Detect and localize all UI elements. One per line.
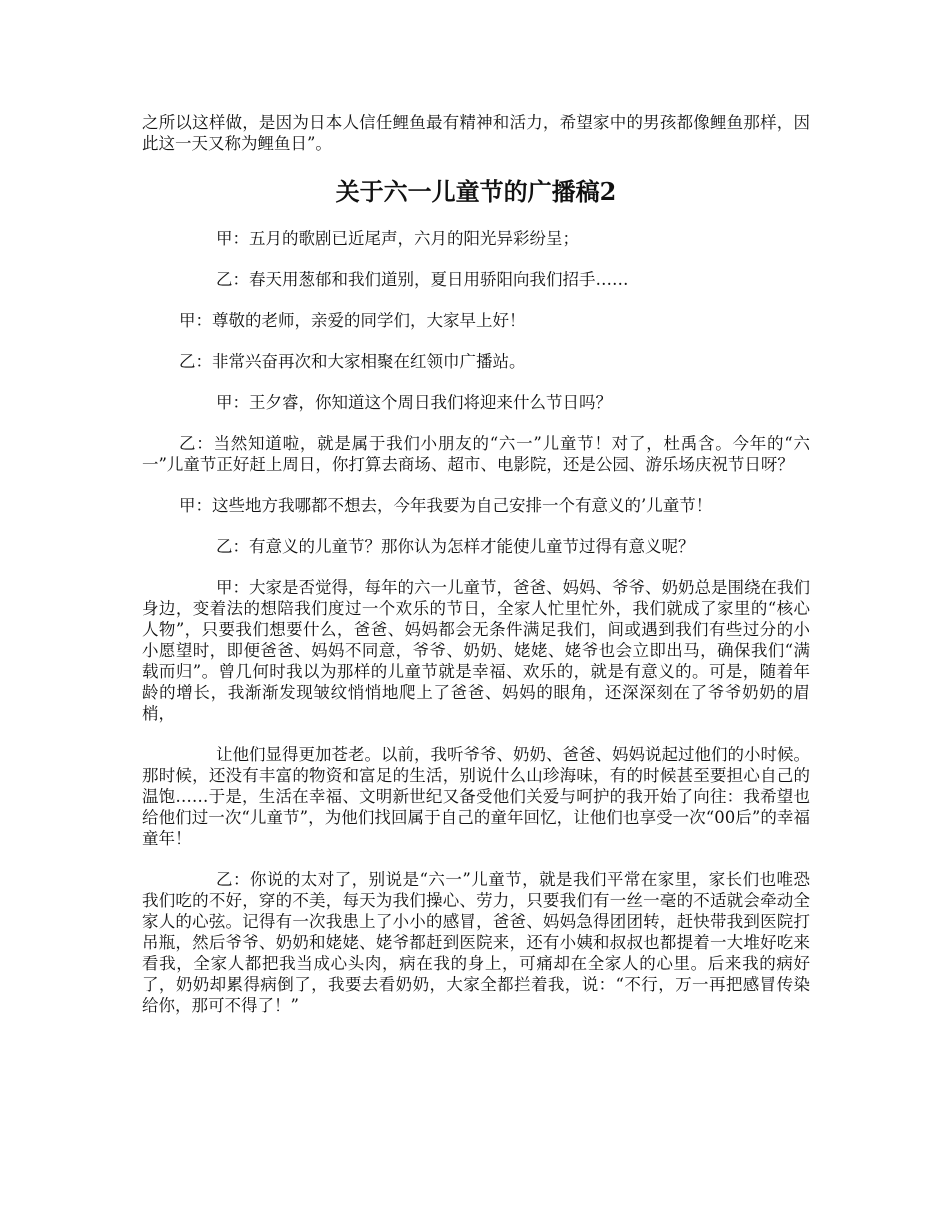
intro-paragraph: 之所以这样做，是因为日本人信任鲤鱼最有精神和活力，希望家中的男孩都像鲤鱼那样，因此这一天又称为鲤鱼日”。 [142, 113, 810, 153]
paragraph-9: 甲：大家是否觉得，每年的六一儿童节，爸爸、妈妈、爷爷、奶奶总是围绕在我们身边，变着法的想陪我们度过一个欢乐的节日，全家人忙里忙外，我们就成了家里的“核心人物”，只要我们想要什么，爸爸、妈妈都会无条件满足我们，间或遇到我们有些过分的小小愿望时，即便爸爸、妈妈不同意，爷爷、奶奶、姥姥、姥爷也会立即出马，确保我们“满载而归”。曾几何时我以为那样的儿童节就是幸福、欢乐的，就是有意义的。可是，随着年龄的增长，我渐渐发现皱纹悄悄地爬上了爸爸、妈妈的眼角，还深深刻在了爷爷奶奶的眉梢， [142, 578, 810, 723]
paragraph-6: 乙：当然知道啦，就是属于我们小朋友的“六一”儿童节！对了，杜禹含。今年的“六一”儿童节正好赶上周日，你打算去商场、超市、电影院，还是公园、游乐场庆祝节日呀？ [142, 434, 810, 474]
paragraph-1: 甲：五月的歌剧已近尾声，六月的阳光异彩纷呈； [216, 229, 579, 248]
document-page [142, 112, 810, 1016]
paragraph-10: 让他们显得更加苍老。以前，我听爷爷、奶奶、爸爸、妈妈说起过他们的小时候。那时候，还没有丰富的物资和富足的生活，别说什么山珍海味，有的时候甚至要担心自己的温饱……于是，生活在幸福、文明新世纪又备受他们关爱与呵护的我开始了向往：我希望也给他们过一次“儿童节”，为他们找回属于自己的童年回忆，让他们也享受一次“00后”的幸福童年！ [142, 745, 810, 848]
paragraph-11: 乙：你说的太对了，别说是“六一”儿童节，就是我们平常在家里，家长们也唯恐我们吃的不好，穿的不美，每天为我们操心、劳力，只要我们有一丝一毫的不适就会牵动全家人的心弦。记得有一次我患上了小小的感冒，爸爸、妈妈急得团团转，赶快带我到医院打吊瓶，然后爷爷、奶奶和姥姥、姥爷都赶到医院来，还有小姨和叔叔也都提着一大堆好吃来看我，全家人都把我当成心头肉，病在我的身上，可痛却在全家人的心里。后来我的病好了，奶奶却累得病倒了，我要去看奶奶，大家全都拦着我，说：“不行，万一再把感冒传染给你，那可不得了！” [142, 870, 810, 1015]
paragraph-8: 乙：有意义的儿童节？那你认为怎样才能使儿童节过得有意义呢？ [216, 537, 695, 556]
paragraph-3: 甲：尊敬的老师，亲爱的同学们，大家早上好！ [179, 311, 526, 330]
paragraph-4: 乙：非常兴奋再次和大家相聚在红领巾广播站。 [179, 352, 526, 371]
paragraph-7: 甲：这些地方我哪都不想去，今年我要为自己安排一个有意义的’儿童节！ [179, 496, 713, 515]
document-title: 关于六一儿童节的广播稿2 [335, 177, 617, 206]
paragraph-2: 乙：春天用葱郁和我们道别，夏日用骄阳向我们招手…… [216, 270, 629, 289]
paragraph-5: 甲：王夕睿，你知道这个周日我们将迎来什么节日吗？ [216, 393, 612, 412]
